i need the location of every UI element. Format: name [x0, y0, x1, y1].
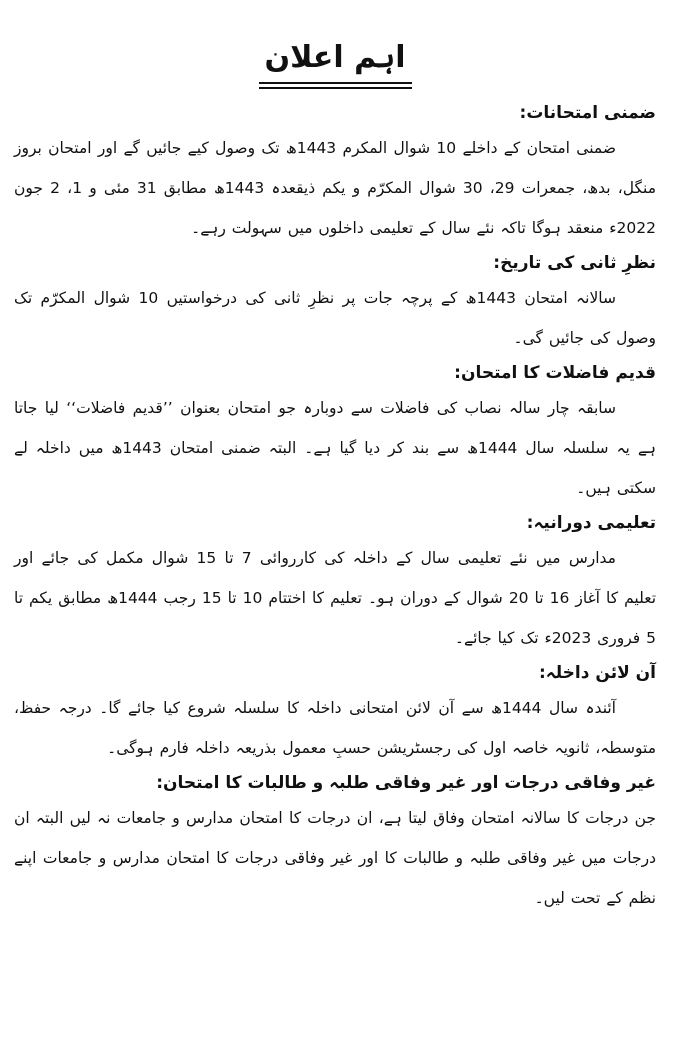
- section-text: ضمنی امتحان کے داخلے 10 شوال المکرم 1443ھ تک وصول کیے جائیں گے اور امتحان بروز منگل، بدھ، جمعرات 29، 30 شوال المکرّم و یکم ذیقعدہ 1443ھ مطابق 31 مئی و 1، 2 جون 2022ء منعقد ہوگا تاکہ نئے سال کے تعلیمی داخلوں میں سہولت رہے۔: [14, 139, 656, 237]
- section-supplementary-exams: [14, 98, 656, 248]
- section-heading: نظرِ ثانی کی تاریخ:: [493, 253, 656, 273]
- section-heading: قدیم فاضلات کا امتحان:: [454, 363, 656, 383]
- section-heading: ضمنی امتحانات:: [519, 103, 656, 123]
- section-text: مدارس میں نئے تعلیمی سال کے داخلہ کی کارروائی 7 تا 15 شوال مکمل کی جائے اور تعلیم کا آغاز 16 تا 20 شوال کے دوران ہو۔ تعلیم کا اختتام 10 تا 15 رجب 1444ھ مطابق یکم تا 5 فروری 2023ء تک کیا جائے۔: [14, 549, 657, 647]
- section-non-federal-exams: [14, 768, 656, 918]
- section-academic-duration: [14, 508, 656, 658]
- section-heading: تعلیمی دورانیہ:: [526, 513, 656, 533]
- page-title: اہم اعلان: [259, 36, 412, 84]
- section-text: سابقہ چار سالہ نصاب کی فاضلات سے دوبارہ جو امتحان بعنوان ’’قدیم فاضلات‘‘ لیا جاتا ہے یہ سلسلہ سال 1444ھ سے بند کر دیا گیا ہے۔ البتہ ضمنی امتحان 1443ھ میں داخلہ لے سکتی ہیں۔: [14, 399, 656, 497]
- section-heading: آن لائن داخلہ:: [538, 663, 656, 683]
- section-text: سالانہ امتحان 1443ھ کے پرچہ جات پر نظرِ ثانی کی درخواستیں 10 شوال المکرّم تک وصول کی جائیں گی۔: [14, 289, 656, 347]
- section-heading: غیر وفاقی درجات اور غیر وفاقی طلبہ و طالبات کا امتحان:: [156, 773, 656, 793]
- section-online-admission: [14, 658, 656, 768]
- section-old-graduates-exam: [14, 358, 656, 508]
- section-text: آئندہ سال 1444ھ سے آن لائن امتحانی داخلہ کا سلسلہ شروع کیا جائے گا۔ درجہ حفظ، متوسطہ، ثانویہ خاصہ اول کی رجسٹریشن حسبِ معمول بذریعہ داخلہ فارم ہوگی۔: [14, 699, 656, 757]
- section-revaluation-date: [14, 248, 656, 358]
- title-wrap: [14, 36, 656, 84]
- section-text: جن درجات کا سالانہ امتحان وفاق لیتا ہے، ان درجات کا امتحان مدارس و جامعات نہ لیں البتہ ان درجات میں غیر وفاقی طلبہ و طالبات کا اور غیر وفاقی درجات کا امتحان مدارس و جامعات اپنے نظم کے تحت لیں۔: [14, 809, 656, 907]
